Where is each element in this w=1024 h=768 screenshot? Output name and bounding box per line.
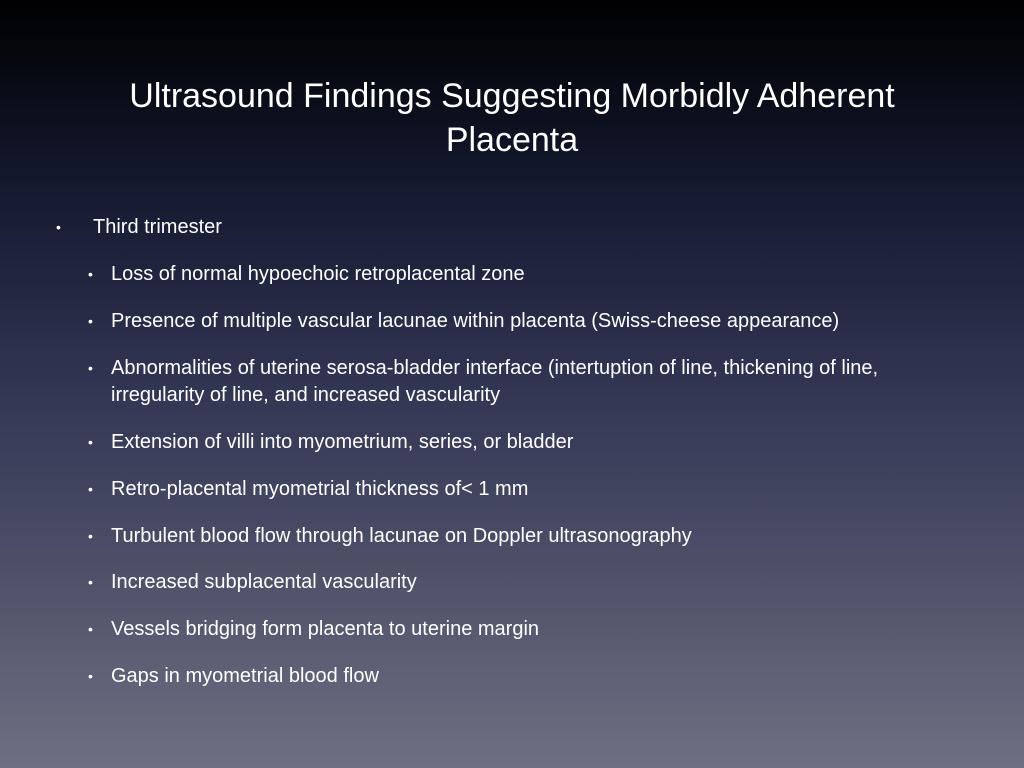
bullet-dot: • <box>88 266 93 282</box>
sub-bullet-text: Loss of normal hypoechoic retroplacental zone <box>111 263 525 285</box>
sub-bullet-item <box>88 429 948 456</box>
bullet-dot: • <box>88 528 93 544</box>
bullet-dot: • <box>88 668 93 684</box>
bullet-dot: • <box>88 481 93 497</box>
sub-bullet-item <box>88 663 948 690</box>
bullet-dot: • <box>88 313 93 329</box>
sub-bullet-item <box>88 308 948 335</box>
bullet-dot: • <box>88 574 93 590</box>
sub-bullet-text: Increased subplacental vascularity <box>111 571 417 593</box>
sub-bullet-item <box>88 261 948 288</box>
bullet-dot: • <box>88 434 93 450</box>
sub-bullet-text: Vessels bridging form placenta to uterine margin <box>111 618 540 640</box>
bullet-dot: • <box>56 219 61 235</box>
sub-bullet-item <box>88 616 948 643</box>
bullet-text: Third trimester <box>93 216 222 238</box>
sub-bullet-item <box>88 476 948 503</box>
sub-bullet-text: Turbulent blood flow through lacunae on Doppler ultrasonography <box>111 525 692 547</box>
sub-bullet-item <box>88 569 948 596</box>
sub-bullet-text: Presence of multiple vascular lacunae within placenta (Swiss-cheese appearance) <box>111 310 840 332</box>
bullet-dot: • <box>88 360 93 376</box>
sub-bullet-item <box>88 523 948 550</box>
sub-bullet-text: Extension of villi into myometrium, series, or bladder <box>111 431 574 453</box>
bullet-dot: • <box>88 621 93 637</box>
sub-bullet-text: Retro-placental myometrial thickness of< 1 mm <box>111 478 529 500</box>
sub-bullet-text: Abnormalities of uterine serosa-bladder interface (intertuption of line, thickening of line, irregularity of line, and increased vascularity <box>111 357 879 406</box>
slide-title: Ultrasound Findings Suggesting Morbidly Adherent Placenta <box>129 77 895 159</box>
sub-bullet-text: Gaps in myometrial blood flow <box>111 665 379 687</box>
sub-bullet-item <box>88 355 948 409</box>
